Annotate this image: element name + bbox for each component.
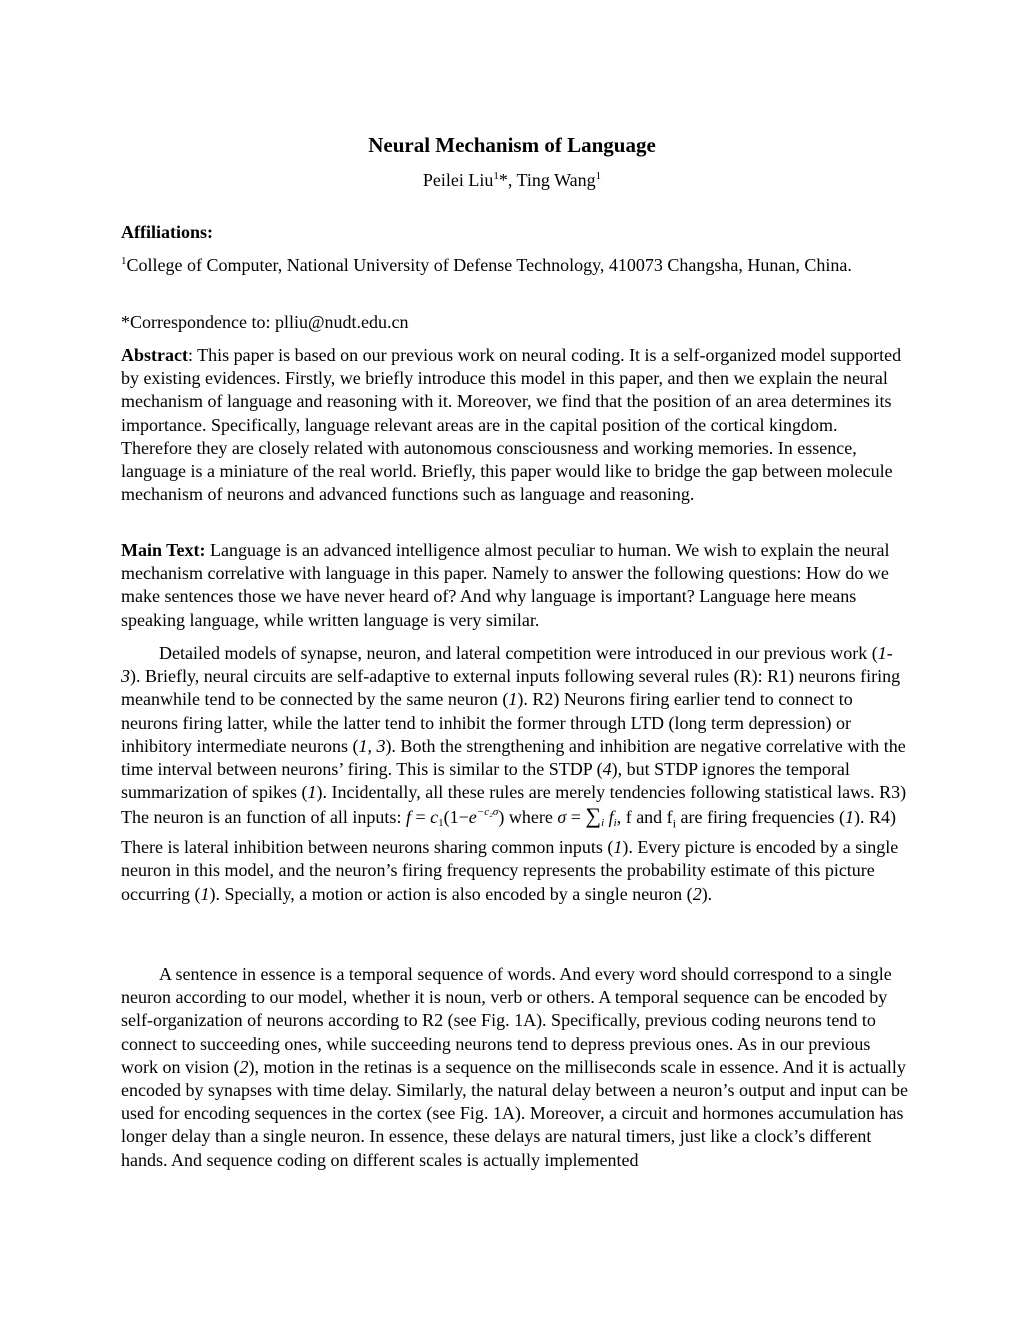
formula-subscript: i bbox=[613, 817, 617, 830]
paragraph-text: ), but STDP ignores the temporal summarization of spikes ( bbox=[121, 759, 850, 803]
correspondence-line: *Correspondence to: plliu@nudt.edu.cn bbox=[121, 312, 409, 332]
neuron-function-formula bbox=[405, 803, 617, 830]
author-name: Peilei Liu bbox=[422, 170, 494, 190]
paragraph-text: A sentence in essence is a temporal sequence of words. And every word should correspond to a single neuron according to our model, whether it is noun, verb or others. A temporal sequence can be encoded by self-organization of neurons according to R2 (see Fig. 1A). Specifically, previous coding neurons tend to connect to succeeding ones, while succeeding neurons tend to depress previous ones. As in our previous work on vision ( bbox=[121, 964, 892, 1077]
formula-symbol: f bbox=[405, 807, 411, 828]
formula-subscript: i bbox=[672, 817, 677, 832]
citation: 4 bbox=[602, 759, 612, 780]
formula-symbol: e bbox=[468, 807, 477, 828]
formula-symbol: σ bbox=[557, 807, 567, 828]
affiliations-heading: Affiliations: bbox=[121, 222, 213, 242]
affiliation-mark: 1 bbox=[121, 255, 127, 267]
main-text-paragraph-2 bbox=[121, 642, 911, 906]
paragraph-text: are firing frequencies ( bbox=[676, 807, 845, 828]
main-text-label: Main Text: bbox=[121, 540, 206, 560]
paragraph-text: Detailed models of synapse, neuron, and lateral competition were introduced in our previous work ( bbox=[159, 643, 878, 663]
citation: 1 bbox=[200, 883, 210, 904]
main-text-paragraph-3 bbox=[121, 963, 911, 1172]
formula-subscript: i bbox=[601, 817, 605, 830]
paragraph-text: , f and f bbox=[616, 807, 673, 828]
citation: 2 bbox=[239, 1056, 249, 1077]
formula-operator: ) bbox=[498, 807, 505, 828]
citation: 1 bbox=[307, 782, 317, 803]
summation-symbol: ∑ bbox=[585, 803, 602, 829]
formula-symbol: f bbox=[604, 807, 614, 828]
correspondence-star: * bbox=[498, 170, 508, 190]
citation: 1 bbox=[613, 837, 623, 858]
affiliation-name: College of Computer, National University of Defense Technology, 410073 Changsha, Hunan, China. bbox=[126, 255, 852, 275]
affiliation-mark: 1 bbox=[493, 170, 499, 182]
formula-operator: where bbox=[504, 807, 558, 828]
paragraph-text: ). R4) There is lateral inhibition between neurons sharing common inputs ( bbox=[121, 807, 896, 858]
abstract-label: Abstract bbox=[121, 345, 188, 365]
paragraph-text: ). Briefly, neural circuits are self-adaptive to external inputs following several rules (R): R1) neurons firing meanwhile tend to be connected by the same neuron ( bbox=[121, 666, 901, 710]
paragraph-text: ). Every picture is encoded by a single neuron in this model, and the neuron’s firing frequency represents the probability estimate of this picture occurring ( bbox=[121, 837, 899, 904]
main-text-paragraph-1 bbox=[121, 539, 911, 632]
formula-operator: = bbox=[566, 807, 586, 828]
citation: 1-3 bbox=[121, 643, 893, 687]
paragraph-text: ). Specially, a motion or action is also encoded by a single neuron ( bbox=[209, 883, 693, 904]
affiliation-mark: 1 bbox=[595, 170, 602, 182]
author-name: Ting Wang bbox=[516, 170, 596, 190]
citation: 1, 3 bbox=[358, 735, 386, 756]
paragraph-text: ). R2) Neurons firing earlier tend to connect to neurons firing latter, while the latter tend to inhibit the former through LTD (long term depression) or inhibitory intermediate neurons ( bbox=[121, 689, 853, 756]
citation: 1 bbox=[508, 689, 518, 710]
citation: 2 bbox=[692, 883, 702, 904]
formula-operator: = bbox=[410, 807, 431, 828]
formula-symbol: c bbox=[430, 807, 439, 828]
author-line bbox=[0, 168, 1024, 192]
formula-operator: (1− bbox=[443, 807, 469, 828]
paragraph-text: Language is an advanced intelligence almost peculiar to human. We wish to explain the neural mechanism correlative with language in this paper. Namely to answer the following questions: How do we make sentences those we have never heard of? And why language is important? Language here means speaking language, while written language is very similar. bbox=[121, 540, 890, 630]
formula-subscript: 1 bbox=[438, 817, 444, 830]
affiliation-text bbox=[121, 254, 911, 277]
paper-title: Neural Mechanism of Language bbox=[368, 133, 656, 157]
abstract-paragraph bbox=[121, 344, 911, 506]
paragraph-text: ). bbox=[701, 883, 713, 904]
formula-exponent: −c₂σ bbox=[476, 806, 499, 819]
author-separator: , bbox=[507, 170, 517, 190]
paragraph-text: ). Incidentally, all these rules are merely tendencies following statistical laws. R3) The neuron is an function of all inputs: bbox=[121, 782, 907, 828]
paragraph-text: ). Both the strengthening and inhibition are negative correlative with the time interval between neurons’ firing. This is similar to the STDP ( bbox=[121, 735, 906, 780]
abstract-text: : This paper is based on our previous work on neural coding. It is a self-organized model supported by existing evidences. Firstly, we briefly introduce this model in this paper, and then we explain the neural mechanism of language and reasoning with it. Moreover, we find that the position of an area determines its importance. Specifically, language relevant areas are in the capital position of the cortical kingdom. Therefore they are closely related with autonomous consciousness and working memories. In essence, language is a miniature of the real world. Briefly, this paper would like to bridge the gap between molecule mechanism of neurons and advanced functions such as language and reasoning. bbox=[121, 345, 902, 505]
citation: 1 bbox=[844, 807, 854, 828]
paragraph-text: ), motion in the retinas is a sequence on the milliseconds scale in essence. And it is actually encoded by synapses with time delay. Similarly, the natural delay between a neuron’s output and input can be used for encoding sequences in the cortex (see Fig. 1A). Moreover, a circuit and hormones accumulation has longer delay than a single neuron. In essence, these delays are natural timers, just like a clock’s different hands. And sequence coding on different scales is actually implemented bbox=[121, 1056, 908, 1170]
